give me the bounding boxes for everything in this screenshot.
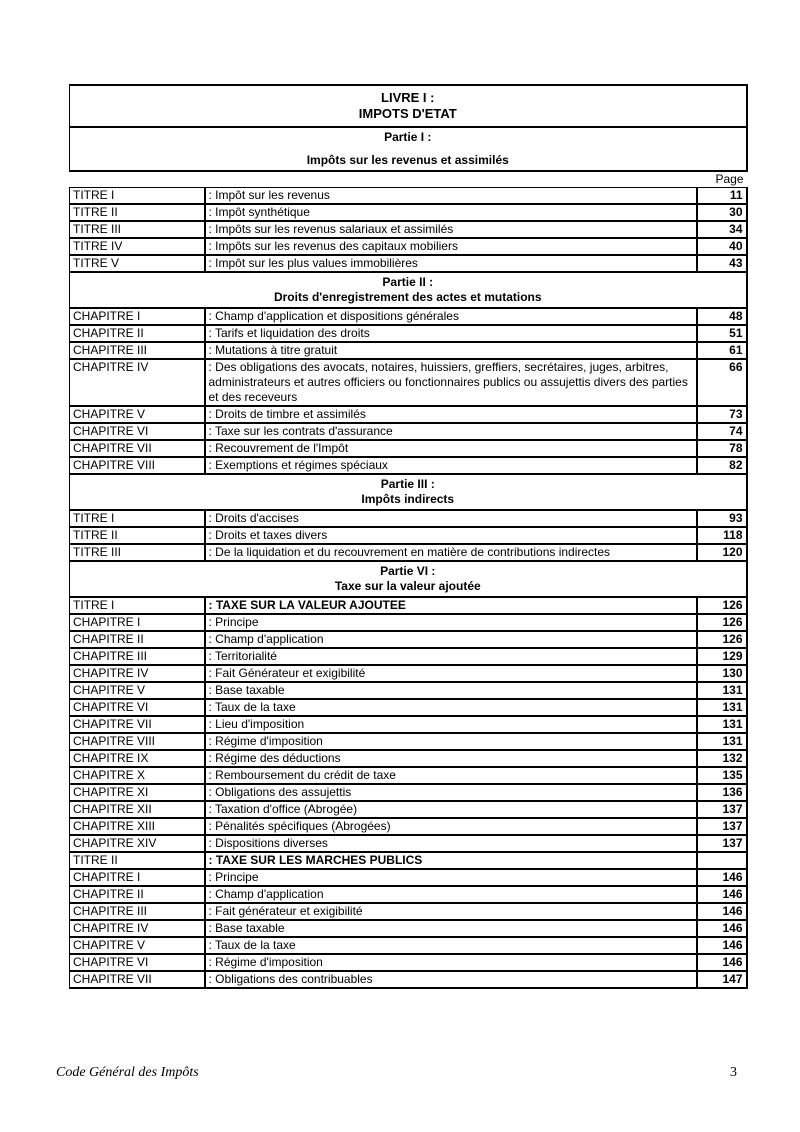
entry-title: : Tarifs et liquidation des droits xyxy=(205,325,697,342)
entry-title: : Des obligations des avocats, notaires, huissiers, greffiers, secrétaires, juges, arbitres, administrateurs et autres officiers ou fonctionnaires publics ou assujettis divers des parties et des receveurs xyxy=(205,359,697,406)
entry-title: : Taux de la taxe xyxy=(205,937,697,954)
part-heading xyxy=(70,474,747,510)
entry-page-number: 131 xyxy=(697,699,747,716)
toc-entry-row xyxy=(70,767,747,784)
entry-page-number: 137 xyxy=(697,835,747,852)
toc-entry-row xyxy=(70,648,747,665)
entry-label: CHAPITRE III xyxy=(70,648,205,665)
toc-entry-row xyxy=(70,221,747,238)
entry-page-number: 51 xyxy=(697,325,747,342)
toc-entry-row xyxy=(70,188,747,205)
entry-title: : Base taxable xyxy=(205,920,697,937)
entry-page-number: 147 xyxy=(697,971,747,988)
part-subtitle: Impôts sur les revenus et assimilés xyxy=(306,153,509,167)
entry-title: : Droits de timbre et assimilés xyxy=(205,406,697,423)
book-heading xyxy=(70,85,747,127)
entry-label: CHAPITRE VIII xyxy=(70,457,205,474)
entry-title: : Impôt sur les plus values immobilières xyxy=(205,255,697,272)
footer-document-title: Code Général des Impôts xyxy=(56,1065,199,1080)
entry-label: CHAPITRE XI xyxy=(70,784,205,801)
entry-page-number: 126 xyxy=(697,631,747,648)
entry-title: : Impôt synthétique xyxy=(205,204,697,221)
entry-page-number: 146 xyxy=(697,920,747,937)
entry-label: TITRE II xyxy=(70,527,205,544)
part-subtitle: Droits d'enregistrement des actes et mutations xyxy=(273,290,542,304)
entry-title: : Pénalités spécifiques (Abrogées) xyxy=(205,818,697,835)
toc-entry-row xyxy=(70,716,747,733)
toc-entry-row xyxy=(70,818,747,835)
entry-page-number: 120 xyxy=(697,544,747,561)
entry-title: : Impôts sur les revenus salariaux et assimilés xyxy=(205,221,697,238)
entry-label: CHAPITRE I xyxy=(70,614,205,631)
entry-page-number xyxy=(697,852,747,869)
entry-label: CHAPITRE IV xyxy=(70,665,205,682)
page-column-header-row xyxy=(70,171,747,188)
entry-label: CHAPITRE V xyxy=(70,406,205,423)
toc-entry-row xyxy=(70,510,747,527)
entry-page-number: 126 xyxy=(697,614,747,631)
entry-page-number: 131 xyxy=(697,733,747,750)
part-subtitle: Impôts indirects xyxy=(361,492,455,506)
entry-title: : Droits d'accises xyxy=(205,510,697,527)
entry-title: : Champ d'application xyxy=(205,886,697,903)
toc-entry-row xyxy=(70,886,747,903)
entry-title: : Dispositions diverses xyxy=(205,835,697,852)
entry-page-number: 146 xyxy=(697,869,747,886)
entry-page-number: 11 xyxy=(697,188,747,205)
entry-page-number: 82 xyxy=(697,457,747,474)
entry-label: CHAPITRE II xyxy=(70,631,205,648)
entry-page-number: 34 xyxy=(697,221,747,238)
toc-entry-row xyxy=(70,971,747,988)
toc-entry-row xyxy=(70,342,747,359)
entry-page-number: 136 xyxy=(697,784,747,801)
book-label: LIVRE I : xyxy=(381,90,435,105)
part-heading-row xyxy=(70,127,747,171)
entry-page-number: 74 xyxy=(697,423,747,440)
entry-title: : Taxation d'office (Abrogée) xyxy=(205,801,697,818)
entry-label: CHAPITRE V xyxy=(70,937,205,954)
entry-label: TITRE III xyxy=(70,544,205,561)
book-heading-row xyxy=(70,85,747,127)
toc-entry-row xyxy=(70,903,747,920)
entry-title: : Impôt sur les revenus xyxy=(205,188,697,205)
part-label: Partie I : xyxy=(384,130,432,144)
table-of-contents xyxy=(69,84,748,989)
entry-title: : De la liquidation et du recouvrement en matière de contributions indirectes xyxy=(205,544,697,561)
entry-page-number: 131 xyxy=(697,682,747,699)
entry-title: : Taux de la taxe xyxy=(205,699,697,716)
entry-page-number: 78 xyxy=(697,440,747,457)
entry-label: CHAPITRE VI xyxy=(70,954,205,971)
entry-label: CHAPITRE VII xyxy=(70,971,205,988)
toc-entry-row xyxy=(70,784,747,801)
toc-entry-row xyxy=(70,544,747,561)
toc-entry-row xyxy=(70,954,747,971)
entry-title: : Lieu d'imposition xyxy=(205,716,697,733)
toc-entry-row xyxy=(70,406,747,423)
entry-title: : Champ d'application xyxy=(205,631,697,648)
entry-page-number: 126 xyxy=(697,597,747,614)
toc-entry-row xyxy=(70,440,747,457)
entry-title: : Obligations des contribuables xyxy=(205,971,697,988)
toc-entry-row xyxy=(70,869,747,886)
entry-page-number: 135 xyxy=(697,767,747,784)
part-heading-row xyxy=(70,474,747,510)
entry-label: CHAPITRE VI xyxy=(70,423,205,440)
entry-page-number: 137 xyxy=(697,818,747,835)
part-heading-row xyxy=(70,272,747,308)
entry-label: CHAPITRE IV xyxy=(70,359,205,406)
toc-entry-row xyxy=(70,852,747,869)
entry-label: TITRE II xyxy=(70,204,205,221)
entry-page-number: 118 xyxy=(697,527,747,544)
entry-title: : TAXE SUR LA VALEUR AJOUTEE xyxy=(205,597,697,614)
part-subtitle: Taxe sur la valeur ajoutée xyxy=(334,579,481,593)
toc-entry-row xyxy=(70,204,747,221)
entry-label: CHAPITRE VII xyxy=(70,716,205,733)
entry-page-number: 61 xyxy=(697,342,747,359)
entry-label: CHAPITRE X xyxy=(70,767,205,784)
entry-page-number: 146 xyxy=(697,886,747,903)
entry-title: : Principe xyxy=(205,614,697,631)
entry-page-number: 146 xyxy=(697,937,747,954)
entry-page-number: 48 xyxy=(697,308,747,325)
entry-label: CHAPITRE XIV xyxy=(70,835,205,852)
entry-label: TITRE IV xyxy=(70,238,205,255)
part-heading xyxy=(70,561,747,597)
part-heading-row xyxy=(70,561,747,597)
entry-page-number: 40 xyxy=(697,238,747,255)
toc-entry-row xyxy=(70,457,747,474)
entry-title: : Régime d'imposition xyxy=(205,954,697,971)
toc-entry-row xyxy=(70,614,747,631)
entry-title: : TAXE SUR LES MARCHES PUBLICS xyxy=(205,852,697,869)
entry-label: CHAPITRE II xyxy=(70,886,205,903)
entry-title: : Taxe sur les contrats d'assurance xyxy=(205,423,697,440)
entry-label: TITRE II xyxy=(70,852,205,869)
toc-entry-row xyxy=(70,325,747,342)
entry-page-number: 137 xyxy=(697,801,747,818)
entry-label: CHAPITRE IX xyxy=(70,750,205,767)
part-heading xyxy=(70,127,747,171)
entry-page-number: 132 xyxy=(697,750,747,767)
entry-title: : Régime d'imposition xyxy=(205,733,697,750)
entry-label: CHAPITRE II xyxy=(70,325,205,342)
entry-page-number: 93 xyxy=(697,510,747,527)
part-label: Partie III : xyxy=(380,477,435,491)
entry-title: : Fait générateur et exigibilité xyxy=(205,903,697,920)
toc-entry-row xyxy=(70,937,747,954)
entry-label: CHAPITRE VIII xyxy=(70,733,205,750)
entry-label: CHAPITRE VII xyxy=(70,440,205,457)
entry-label: TITRE I xyxy=(70,510,205,527)
entry-label: TITRE III xyxy=(70,221,205,238)
entry-label: CHAPITRE VI xyxy=(70,699,205,716)
entry-title: : Fait Générateur et exigibilité xyxy=(205,665,697,682)
toc-entry-row xyxy=(70,597,747,614)
toc-entry-row xyxy=(70,699,747,716)
entry-title: : Impôts sur les revenus des capitaux mobiliers xyxy=(205,238,697,255)
entry-label: TITRE I xyxy=(70,188,205,205)
book-title: IMPOTS D'ETAT xyxy=(358,106,457,121)
entry-title: : Base taxable xyxy=(205,682,697,699)
entry-title: : Remboursement du crédit de taxe xyxy=(205,767,697,784)
toc-entry-row xyxy=(70,255,747,272)
entry-page-number: 131 xyxy=(697,716,747,733)
entry-label: CHAPITRE XIII xyxy=(70,818,205,835)
toc-entry-row xyxy=(70,631,747,648)
toc-entry-row xyxy=(70,835,747,852)
entry-label: TITRE V xyxy=(70,255,205,272)
entry-label: CHAPITRE III xyxy=(70,342,205,359)
entry-label: CHAPITRE III xyxy=(70,903,205,920)
toc-entry-row xyxy=(70,920,747,937)
footer-page-number: 3 xyxy=(730,1065,737,1080)
entry-page-number: 130 xyxy=(697,665,747,682)
entry-page-number: 129 xyxy=(697,648,747,665)
toc-body xyxy=(70,85,747,988)
entry-page-number: 30 xyxy=(697,204,747,221)
entry-title: : Exemptions et régimes spéciaux xyxy=(205,457,697,474)
entry-title: : Régime des déductions xyxy=(205,750,697,767)
entry-title: : Mutations à titre gratuit xyxy=(205,342,697,359)
entry-title: : Principe xyxy=(205,869,697,886)
page-header-spacer xyxy=(70,171,697,188)
entry-label: CHAPITRE XII xyxy=(70,801,205,818)
entry-label: CHAPITRE V xyxy=(70,682,205,699)
part-label: Partie VI : xyxy=(380,564,436,578)
toc-entry-row xyxy=(70,359,747,406)
entry-page-number: 66 xyxy=(697,359,747,406)
entry-label: CHAPITRE I xyxy=(70,308,205,325)
toc-entry-row xyxy=(70,423,747,440)
page-column-header: Page xyxy=(715,172,744,186)
entry-page-number: 146 xyxy=(697,954,747,971)
entry-title: : Droits et taxes divers xyxy=(205,527,697,544)
entry-page-number: 73 xyxy=(697,406,747,423)
entry-label: CHAPITRE IV xyxy=(70,920,205,937)
toc-entry-row xyxy=(70,733,747,750)
toc-entry-row xyxy=(70,750,747,767)
toc-entry-row xyxy=(70,665,747,682)
toc-entry-row xyxy=(70,801,747,818)
toc-entry-row xyxy=(70,682,747,699)
entry-page-number: 146 xyxy=(697,903,747,920)
toc-entry-row xyxy=(70,308,747,325)
toc-entry-row xyxy=(70,527,747,544)
entry-label: CHAPITRE I xyxy=(70,869,205,886)
entry-page-number: 43 xyxy=(697,255,747,272)
entry-title: : Obligations des assujettis xyxy=(205,784,697,801)
entry-title: : Recouvrement de l'Impôt xyxy=(205,440,697,457)
entry-title: : Territorialité xyxy=(205,648,697,665)
entry-title: : Champ d'application et dispositions générales xyxy=(205,308,697,325)
part-heading xyxy=(70,272,747,308)
toc-entry-row xyxy=(70,238,747,255)
entry-label: TITRE I xyxy=(70,597,205,614)
part-label: Partie II : xyxy=(382,275,434,289)
